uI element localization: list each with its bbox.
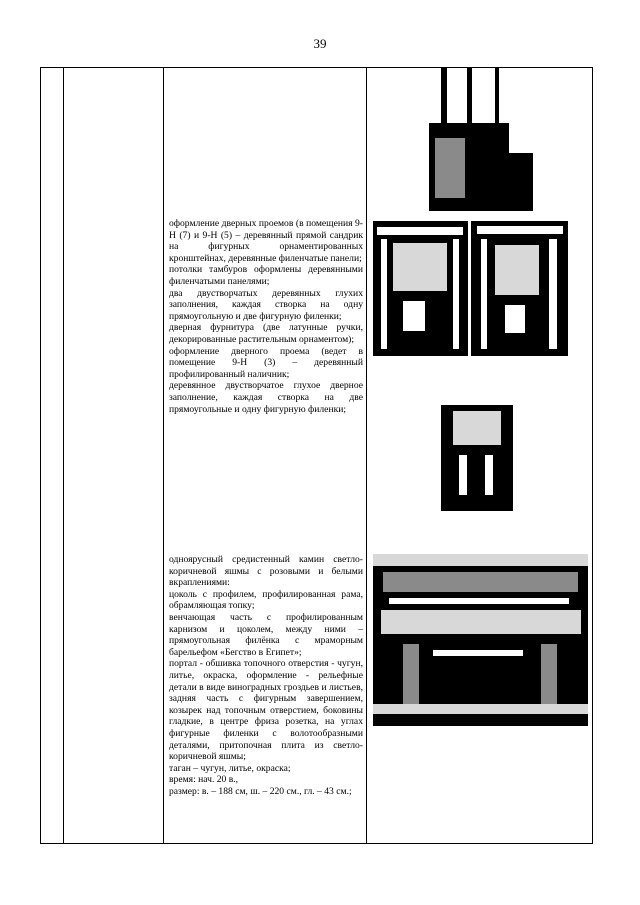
- monument-table: [40, 67, 593, 844]
- column-divider-1: [63, 68, 64, 843]
- description-fireplace: одноярусный средистенный камин светло-коричневой яшмы с розовыми и белыми вкраплениями: цоколь с профилем, профилированная рама, обрамляющая топку; венчающая часть с профилированным карнизом и цоколем, между ними – прямоугольная филёнка с мраморным барельефом «Бегство в Египет»; портал - обшивка топочного отверстия - чугун, литье, окраска, оформление - рельефные детали в виде виноградных гроздьев и листьев, задняя часть с фигурным завершением, козырек над топочным отверстием, боковины гладкие, в центре фриза розетка, на углах фигурные филенки с волотообразными деталями, притопочная плита из светло-коричневой яшмы; таган – чугун, литье, окраска; время: нач. 20 в., размер: в. – 188 см, ш. – 220 см., гл. – 43 см.;: [169, 554, 363, 797]
- photo-single-door: [429, 395, 529, 511]
- photo-doorway-right: [471, 221, 568, 356]
- page-number: 39: [313, 36, 327, 51]
- photo-doorway-left: [373, 221, 468, 356]
- photo-fireplace: [373, 554, 588, 726]
- column-divider-3: [366, 68, 367, 843]
- photo-door-top: [429, 68, 533, 211]
- column-divider-2: [163, 68, 164, 843]
- description-door-openings: оформление дверных проемов (в помещения 9-Н (7) и 9-Н (5) – деревянный прямой сандрик на фигурных орнаментированных кронштейнах, деревянные филенчатые панели; потолки тамбуров оформлены деревянными филенчатыми панелями; два двустворчатых деревянных глухих заполнения, каждая створка на одну прямоугольную и две фигурную филенки; дверная фурнитура (две латунные ручки, декорированные растительным орнаментом); оформление дверного проема (ведет в помещение 9-Н (3) – деревянный профилированный наличник; деревянное двустворчатое глухое дверное заполнение, каждая створка на две прямоугольные и одну фигурную филенки;: [169, 218, 363, 415]
